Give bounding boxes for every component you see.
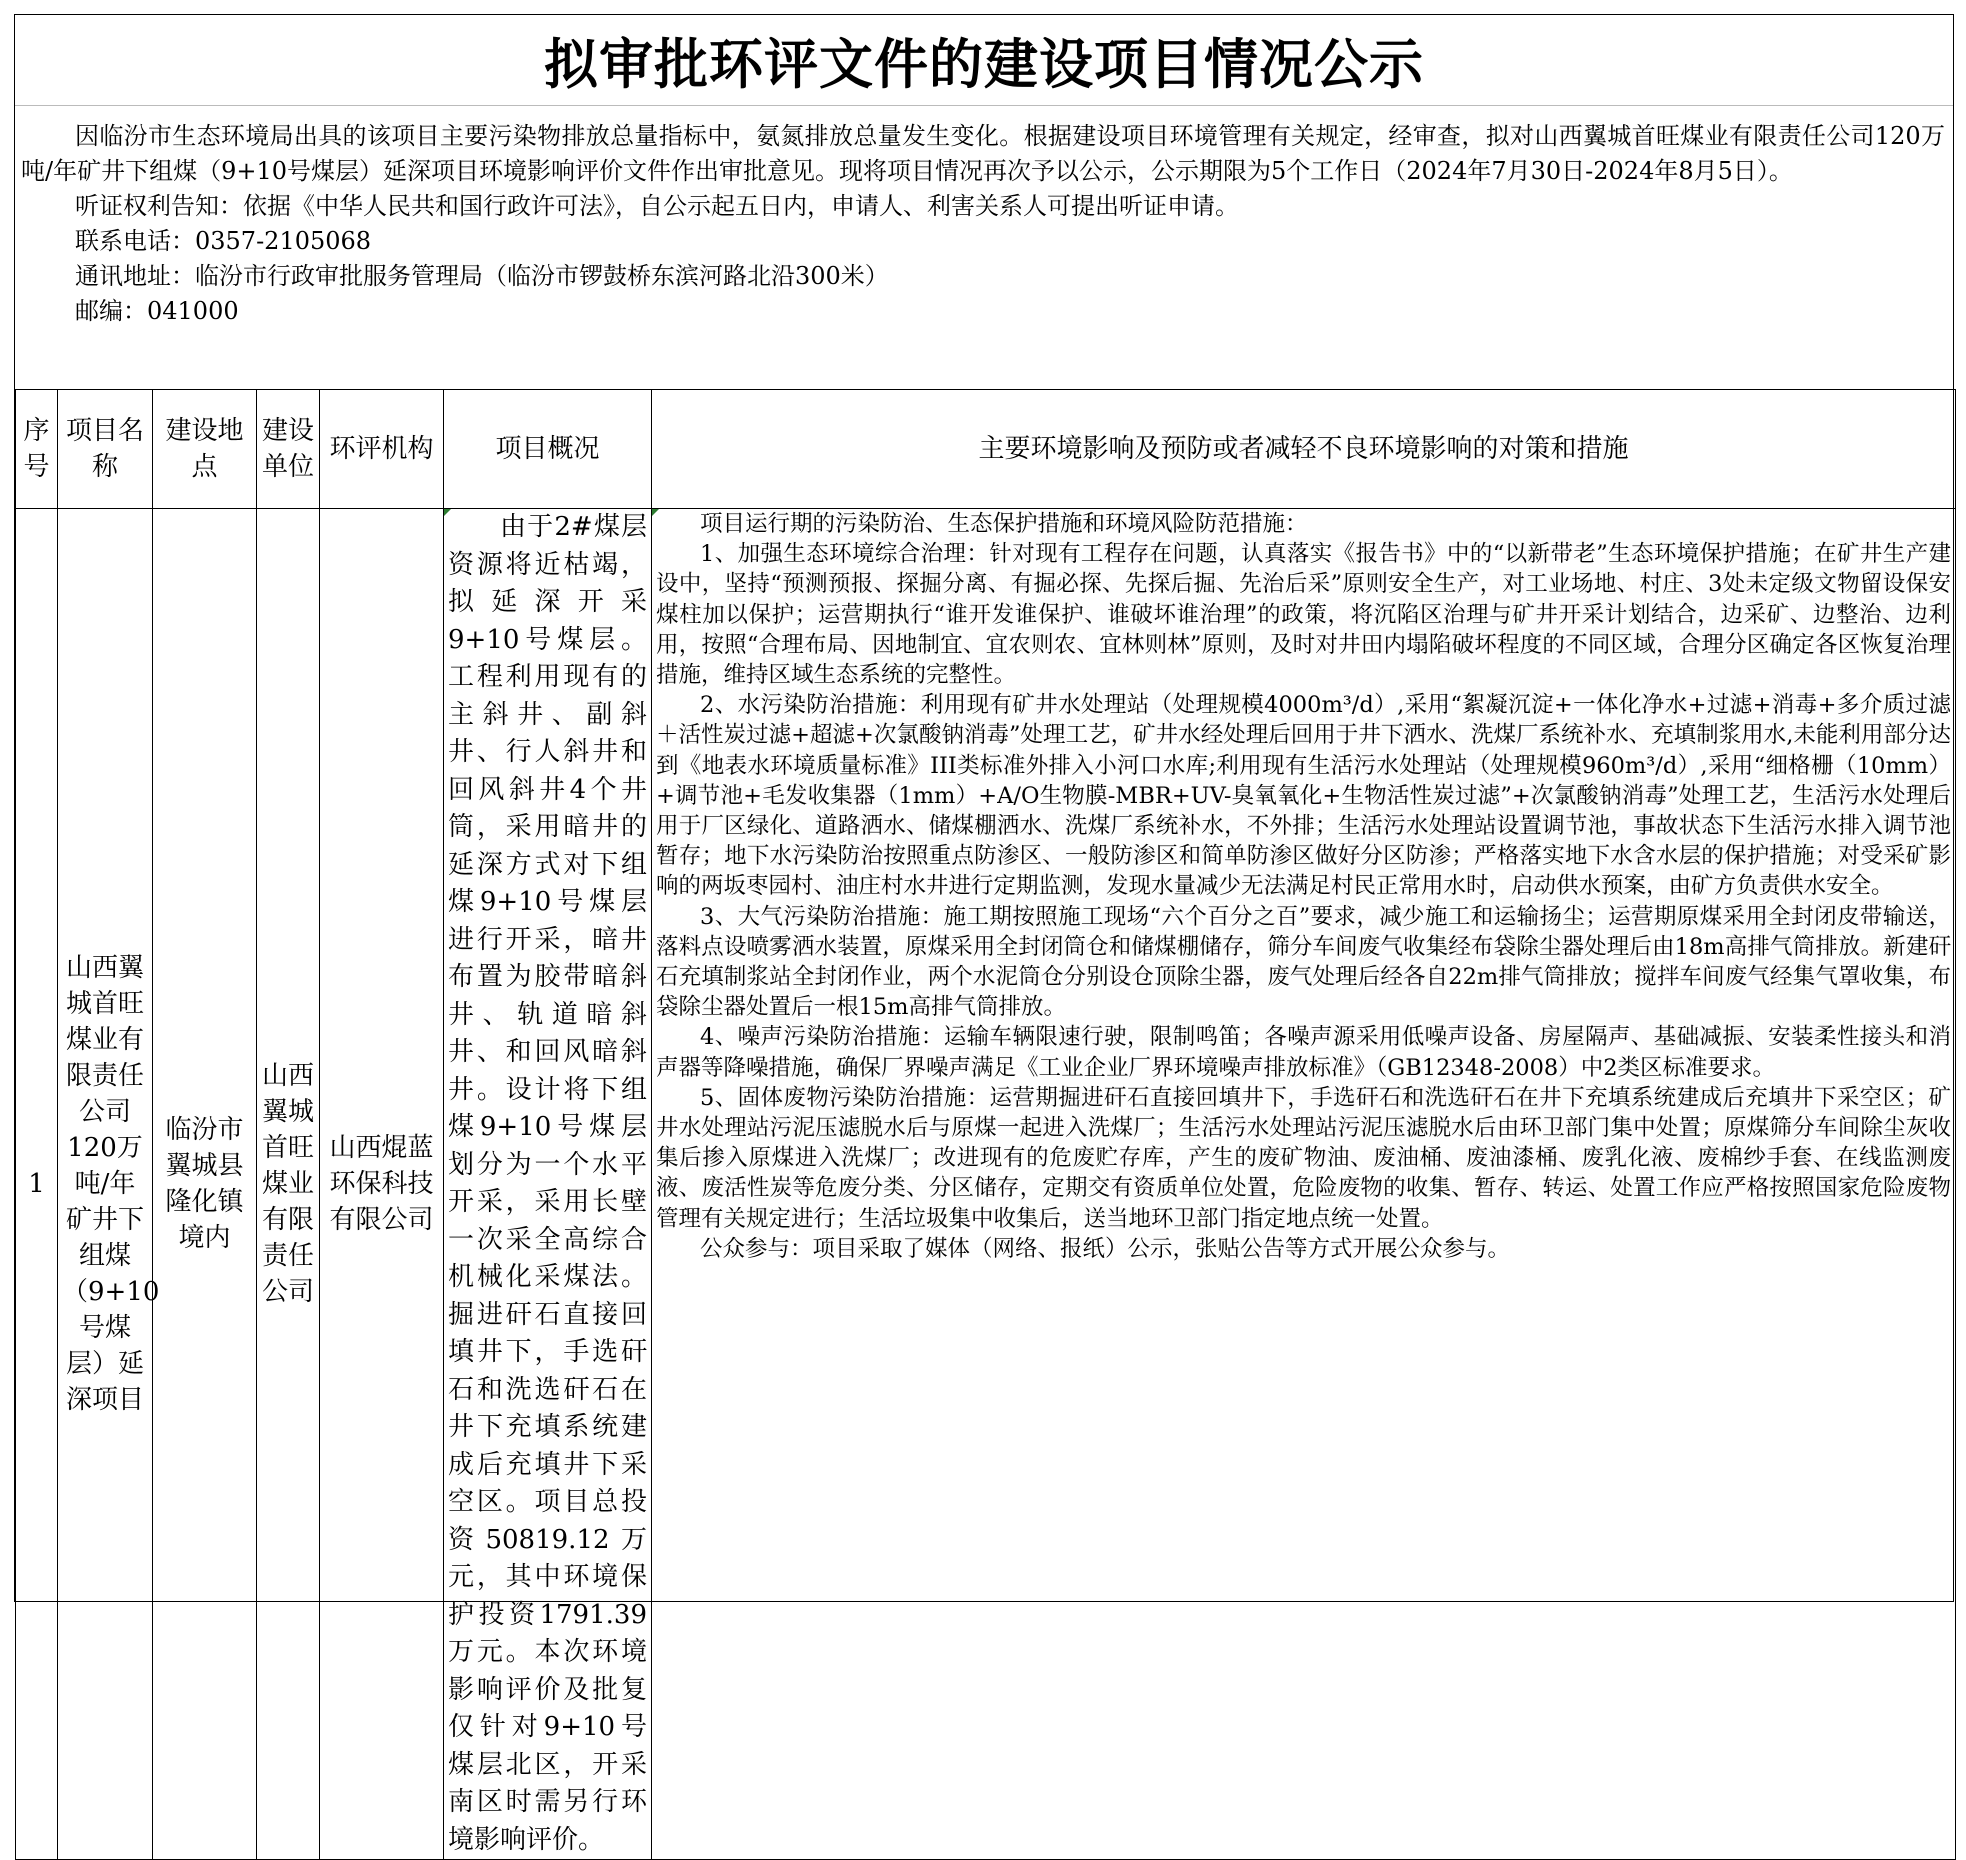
- overview-text: 由于2#煤层资源将近枯竭，拟延深开采9+10号煤层。工程利用现有的主斜井、副斜井、行人斜井和回风斜井4个井筒，采用暗井的延深方式对下组煤9+10号煤层进行开采，暗井布置为胶带暗斜井、轨道暗斜井、和回风暗斜井。设计将下组煤9+10号煤层划分为一个水平开采，采用长壁一次采全高综合机械化采煤法。掘进矸石直接回填井下，手选矸石和洗选矸石在井下充填系统建成后充填井下采空区。项目总投资50819.12万元，其中环境保护投资1791.39万元。本次环境影响评价及批复仅针对9+10号煤层北区，开采南区时需另行环境影响评价。: [448, 512, 647, 1855]
- project-table: [15, 389, 1956, 1860]
- measure-paragraph: 公众参与：项目采取了媒体（网络、报纸）公示，张贴公告等方式开展公众参与。: [700, 1235, 1511, 1262]
- intro-lead: 因临汾市生态环境局出具的该项目主要污染物排放总量指标中，氨氮排放总量发生变化。根据建设项目环境管理有关规定，经审查，拟对山西翼城首旺煤业有限责任公司120万吨/年矿井下组煤（9+10号煤层）延深项目环境影响评价文件作出审批意见。现将项目情况再次予以公示，公示期限为5个工作日（2024年7月30日-2024年8月5日）。: [21, 122, 1945, 185]
- measure-paragraph: 4、噪声污染防治措施：运输车辆限速行驶，限制鸣笛；各噪声源采用低噪声设备、房屋隔声、基础减振、安装柔性接头和消声器等降噪措施，确保厂界噪声满足《工业企业厂界环境噪声排放标准》（GB12348-2008）中2类区标准要求。: [656, 1024, 1951, 1081]
- comment-marker-icon: [444, 509, 451, 516]
- table-header-row: [16, 390, 1956, 509]
- contact-phone: 联系电话：0357-2105068: [75, 227, 372, 255]
- page-title: 拟审批环评文件的建设项目情况公示: [544, 31, 1424, 96]
- intro-section: [21, 119, 1945, 397]
- measure-paragraph: 2、水污染防治措施：利用现有矿井水处理站（处理规模4000m³/d）,采用“絮凝沉淀+一体化净水+过滤+消毒+多介质过滤＋活性炭过滤+超滤+次氯酸钠消毒”处理工艺，矿井水经处理后回用于井下洒水、洗煤厂系统补水、充填制浆用水,未能利用部分达到《地表水环境质量标准》III类标准外排入小河口水库;利用现有生活污水处理站（处理规模960m³/d）,采用“细格栅（10mm）+调节池+毛发收集器（1mm）+A/O生物膜-MBR+UV-臭氧氧化+生物活性炭过滤”+次氯酸钠消毒”处理工艺，生活污水处理后用于厂区绿化、道路洒水、储煤棚洒水、洗煤厂系统补水，不外排；生活污水处理站设置调节池，事故状态下生活污水排入调节池暂存；地下水污染防治按照重点防渗区、一般防渗区和简单防渗区做好分区防渗；严格落实地下水含水层的保护措施；对受采矿影响的两坂枣园村、油庄村水井进行定期监测，发现水量减少无法满足村民正常用水时，启动供水预案，由矿方负责供水安全。: [656, 692, 1951, 900]
- hearing-notice: 听证权利告知：依据《中华人民共和国行政许可法》，自公示起五日内，申请人、利害关系人可提出听证申请。: [75, 192, 1239, 220]
- header-location: 建设地点: [153, 390, 257, 509]
- contact-address: 通讯地址：临汾市行政审批服务管理局（临汾市锣鼓桥东滨河路北沿300米）: [75, 262, 889, 290]
- cell-name: 山西翼城首旺煤业有限责任公司120万吨/年矿井下组煤（9+10号煤层）延深项目: [58, 509, 153, 1860]
- cell-unit: 山西翼城首旺煤业有限责任公司: [257, 509, 320, 1860]
- cell-measures: [652, 509, 1956, 1860]
- cell-agency: 山西焜蓝环保科技有限公司: [320, 509, 444, 1860]
- header-name: 项目名称: [58, 390, 153, 509]
- title-row: [15, 15, 1953, 106]
- measure-paragraph: 项目运行期的污染防治、生态保护措施和环境风险防范措施：: [700, 511, 1308, 537]
- cell-seq: 1: [16, 509, 58, 1860]
- measure-paragraph: 5、固体废物污染防治措施：运营期掘进矸石直接回填井下，手选矸石和洗选矸石在井下充填系统建成后充填井下采空区；矿井水处理站污泥压滤脱水后与原煤一起进入洗煤厂；生活污水处理站污泥压滤脱水后由环卫部门集中处置；原煤筛分车间除尘灰收集后掺入原煤进入洗煤厂；改进现有的危废贮存库，产生的废矿物油、废油桶、废油漆桶、废乳化液、废棉纱手套、在线监测废液、废活性炭等危废分类、分区储存，定期交有资质单位处置，危险废物的收集、暂存、转运、处置工作应严格按照国家危险废物管理有关规定进行；生活垃圾集中收集后，送当地环卫部门指定地点统一处置。: [656, 1084, 1951, 1232]
- postcode: 邮编：041000: [75, 297, 239, 325]
- cell-overview: [444, 509, 652, 1860]
- measure-paragraph: 3、大气污染防治措施：施工期按照施工现场“六个百分之百”要求，减少施工和运输扬尘；运营期原煤采用全封闭皮带输送，落料点设喷雾洒水装置，原煤采用全封闭筒仓和储煤棚储存，筛分车间废气收集经布袋除尘器处理后由18m高排气筒排放。新建矸石充填制浆站全封闭作业，两个水泥筒仓分别设仓顶除尘器，废气处理后经各自22m排气筒排放；搅拌车间废气经集气罩收集，布袋除尘器处置后一根15m高排气筒排放。: [656, 903, 1951, 1021]
- header-agency: 环评机构: [320, 390, 444, 509]
- header-measures: 主要环境影响及预防或者减轻不良环境影响的对策和措施: [652, 390, 1956, 509]
- header-seq: 序号: [16, 390, 58, 509]
- notice-sheet: [14, 14, 1954, 1855]
- header-overview: 项目概况: [444, 390, 652, 509]
- header-unit: 建设单位: [257, 390, 320, 509]
- measure-paragraph: 1、加强生态环境综合治理：针对现有工程存在问题，认真落实《报告书》中的“以新带老”生态环境保护措施；在矿井生产建设中，坚持“预测预报、探掘分离、有掘必探、先探后掘、先治后采”原则安全生产，对工业场地、村庄、3处未定级文物留设保安煤柱加以保护；运营期执行“谁开发谁保护、谁破坏谁治理”的政策，将沉陷区治理与矿井开采计划结合，边采矿、边整治、边利用，按照“合理布局、因地制宜、宜农则农、宜林则林”原则，及时对井田内塌陷破坏程度的不同区域，合理分区确定各区恢复治理措施，维持区域生态系统的完整性。: [656, 541, 1951, 689]
- cell-location: 临汾市翼城县隆化镇境内: [153, 509, 257, 1860]
- comment-marker-icon: [652, 509, 659, 516]
- table-row: [16, 509, 1956, 1860]
